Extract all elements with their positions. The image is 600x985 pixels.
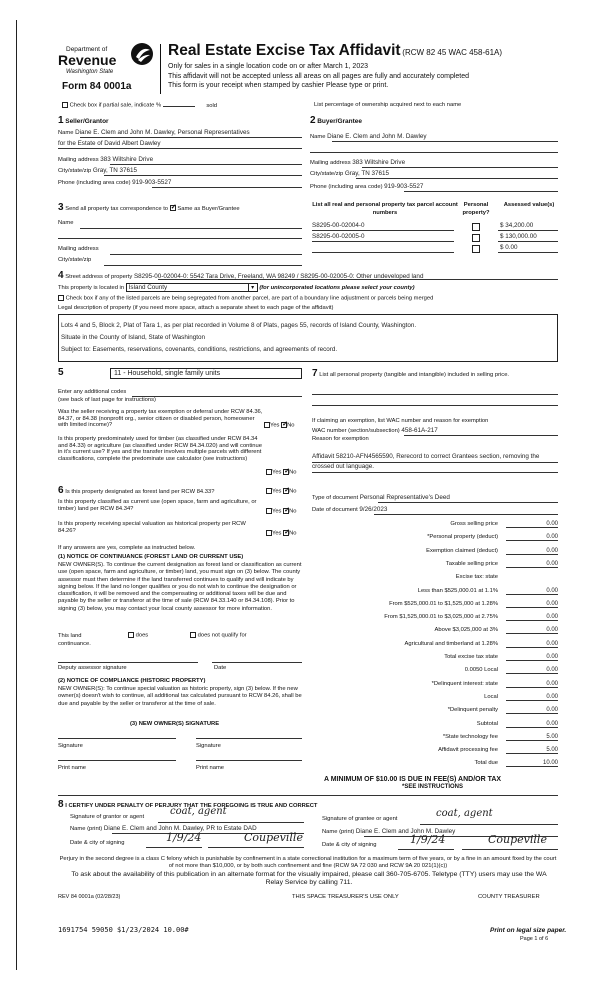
comp-text: NEW OWNER(S): To continue special valuation as historic property, sign (3) below. If the new owner(s) doesn't wish to continue, all additional tax calculated pursuant to RCW 84.26, shall be due and payable by the seller or transferor at the time of sale. bbox=[58, 686, 302, 707]
tax-calc-value[interactable]: 5.00 bbox=[506, 747, 558, 754]
sec6-q3: Is this property receiving special valuation as historical property per RCW 84.26? bbox=[58, 521, 246, 534]
seller-mailing-label: Mailing address bbox=[58, 157, 99, 163]
date-grantee-label: Date & city of signing bbox=[322, 842, 377, 848]
tax-calc-row bbox=[310, 721, 558, 731]
seller-phone[interactable]: 919-903-5527 bbox=[132, 179, 172, 186]
sec6-q2: Is this property classified as current use (open space, farm and agriculture, or timber) land per RCW 84.34? bbox=[58, 499, 257, 512]
tax-calc-value[interactable]: 0.00 bbox=[506, 561, 558, 568]
sec6-num: 6 bbox=[58, 485, 64, 496]
doc-type[interactable]: Personal Representative's Deed bbox=[359, 494, 450, 501]
tax-calc-row bbox=[310, 614, 558, 624]
dept-line2: Revenue bbox=[58, 52, 117, 68]
assessed-value[interactable]: $ 0.00 bbox=[500, 244, 518, 251]
tax-calc-row bbox=[310, 681, 558, 691]
sec6-q1: Is this property designated as forest land per RCW 84.33? bbox=[65, 489, 215, 495]
same-as-buyer-checkbox[interactable] bbox=[170, 205, 176, 211]
tax-calc-row bbox=[310, 694, 558, 704]
sec6-note: If any answers are yes, complete as instructed below. bbox=[58, 545, 196, 551]
sub3: This form is your receipt when stamped by cashier Please type or print. bbox=[168, 82, 389, 89]
perjury-notice: Perjury in the second degree is a class C felony which is punishable by confinement in a state correctional institution for a maximum term of five years, or by a fine in an amount fixed by the court of not more than $10,000, or by both such confinement and fine (RCW 9A 72 030 and RCW 9A 20 021(1)(c)) bbox=[59, 856, 557, 869]
seller-name-label: Name bbox=[58, 130, 74, 136]
tax-calc-value[interactable]: 0.00 bbox=[506, 601, 558, 608]
sec5-q2: Is this property predominately used for timber (as classified under RCW 84.34 and 84.33) or agriculture (as classified under RCW 84.34.020) and will continue in it's current use? If yes and the transfer involves multiple parcels with different classifications, complete the predominate use calculator (see instructions) bbox=[58, 436, 262, 462]
tax-calc-row bbox=[310, 747, 558, 757]
tax-calc-row bbox=[310, 561, 558, 571]
tax-calc-row bbox=[310, 641, 558, 651]
date-grantor-label: Date & city of signing bbox=[70, 840, 125, 846]
does-label: does bbox=[135, 632, 149, 639]
tax-calc-label: Exemption claimed (deduct) bbox=[426, 547, 498, 554]
sec6-q2-yes[interactable] bbox=[266, 508, 272, 514]
sec6-q1-yes[interactable] bbox=[266, 488, 272, 494]
city-grantee[interactable]: Coupeville bbox=[488, 833, 547, 846]
tax-calc-value[interactable]: 0.00 bbox=[506, 548, 558, 555]
sec3-same: Same as Buyer/Grantee bbox=[177, 206, 240, 212]
personal-property-checkbox[interactable] bbox=[472, 223, 480, 231]
county-treasurer: COUNTY TREASURER bbox=[478, 894, 540, 900]
tax-calc-row bbox=[310, 667, 558, 677]
tax-calc-label: Total due bbox=[474, 760, 498, 767]
cashier-stamp: 1691754 59050 $1/23/2024 10.00# bbox=[58, 926, 189, 934]
seller-mailing[interactable]: 383 Wiltshire Drive bbox=[100, 156, 154, 163]
parcel-col3: Assessed value(s) bbox=[503, 202, 555, 208]
land-use-value: 11 - Household, single family units bbox=[114, 370, 221, 377]
sec5-num: 5 bbox=[58, 367, 64, 378]
additional-codes: Enter any additional codes bbox=[58, 389, 127, 395]
sub2: This affidavit will not be accepted unless all areas on all pages are fully and accurately completed bbox=[168, 73, 470, 80]
no-label: No bbox=[289, 488, 297, 495]
revenue-swoosh-icon bbox=[130, 42, 154, 66]
tax-calc-value[interactable]: 0.00 bbox=[506, 721, 558, 728]
yes-label: Yes bbox=[272, 508, 282, 515]
tax-calc-row bbox=[310, 534, 558, 544]
buyer-mailing[interactable]: 383 Wiltshire Drive bbox=[352, 159, 406, 166]
tax-calc-label: *State technology fee bbox=[442, 733, 498, 740]
tax-calc-row bbox=[310, 627, 558, 637]
county-select[interactable] bbox=[126, 283, 258, 292]
this-land: This land bbox=[58, 633, 82, 639]
no-label: No bbox=[289, 508, 297, 515]
tax-calc-value[interactable]: 0.00 bbox=[506, 667, 558, 674]
tax-calc-value[interactable]: 0.00 bbox=[506, 534, 558, 541]
partial-sold: sold bbox=[206, 102, 218, 109]
dept-line1: Department of bbox=[66, 46, 108, 53]
buyer-heading-num: 2 bbox=[310, 115, 316, 126]
tax-calc-value[interactable]: 0.00 bbox=[506, 681, 558, 688]
tax-calc-label: *Delinquent interest: state bbox=[431, 680, 498, 687]
wac-label: WAC number (section/subsection) bbox=[312, 428, 400, 434]
tax-calc-label: Affidavit processing fee bbox=[438, 747, 498, 754]
owner-print-label: Print name bbox=[58, 765, 87, 771]
tax-calc-label: Less than $525,000.01 at 1.1% bbox=[417, 587, 498, 594]
street-address[interactable]: S8295-00-02004-0: 5542 Tara Drive, Freeland, WA 98249 / S8295-00-02005-0: Other undeveloped land bbox=[133, 273, 424, 280]
sec3-num: 3 bbox=[58, 202, 64, 213]
tax-calc-value[interactable]: 0.00 bbox=[506, 641, 558, 648]
tax-calc-label: Taxable selling price bbox=[445, 560, 498, 567]
claim-label: If claiming an exemption, list WAC number and reason for exemption bbox=[312, 418, 489, 424]
sig-grantor[interactable]: coat, agent bbox=[170, 806, 227, 817]
reason-text[interactable]: Affidavit 58210-AFN4565590, Rerecord to correct Grantees section, removing the crossed out language. bbox=[312, 453, 540, 470]
buyer-mailing-label: Mailing address bbox=[310, 160, 351, 166]
legal-label: Legal description of property (if you need more space, attach a separate sheet to each page of the affidavit) bbox=[58, 305, 334, 311]
sec5-q1: Was the seller receiving a property tax exemption or deferral under RCW 84.36, 84.37, or 84.38 (nonprofit org., senior citizen or disabled person, homeowner with limited income)? bbox=[58, 409, 263, 429]
tax-calc-label: *Delinquent penalty bbox=[447, 707, 498, 714]
parcel-col1: List all real and personal property tax parcel account numbers bbox=[312, 202, 458, 216]
tax-calc-value[interactable]: 0.00 bbox=[506, 654, 558, 661]
segregate-checkbox[interactable] bbox=[58, 295, 64, 301]
seller-heading-num: 1 bbox=[58, 115, 64, 126]
located-label: This property is located in bbox=[58, 285, 125, 292]
tax-calc-label: Above $3,025,000 at 3% bbox=[434, 627, 498, 634]
sig-grantee[interactable]: coat, agent bbox=[436, 808, 493, 819]
sec5-q2-no[interactable] bbox=[283, 469, 289, 475]
legal2: Situate in the County of Island, State of Washington bbox=[61, 334, 205, 341]
sec5-q1-no[interactable] bbox=[281, 422, 287, 428]
form-title-ref: (RCW 82 45 WAC 458-61A) bbox=[402, 48, 503, 57]
tax-calc-row bbox=[310, 760, 558, 770]
assessed-value[interactable]: $ 34,200.00 bbox=[500, 222, 534, 229]
seller-heading: Seller/Grantor bbox=[65, 118, 109, 125]
sec5-q2-yes[interactable] bbox=[266, 469, 272, 475]
cont-text: NEW OWNER(S). To continue the current designation as forest land or classification as current use (open space, farm and agriculture, or timber) land, you must sign on (3) below. The county assessor must then determine if the land transferred continues to qualify and will indicate by signing below. If the land no longer qualifies or you do not wish to continue the designation or classification, it will be removed and the compensating or additional taxes will be due and payable by the seller or transferor at the time of sale (RCW 84.33.140 or 84.34.108). Prior to signing (3) below, you may contact your local county assessor for more information. bbox=[58, 562, 302, 612]
page-number: Page 1 of 6 bbox=[520, 936, 549, 942]
does-not-checkbox[interactable] bbox=[190, 632, 196, 638]
yes-label: Yes bbox=[272, 469, 282, 476]
sec3-label: Send all property tax correspondence to bbox=[65, 206, 169, 212]
doc-type-label: Type of document bbox=[312, 495, 359, 501]
reason-label: Reason for exemption bbox=[312, 436, 369, 442]
owner-signature-label: Signature bbox=[58, 743, 83, 749]
parcel-col2: Personal property? bbox=[462, 202, 490, 216]
parcel-row bbox=[312, 233, 558, 243]
tax-calc-value[interactable]: 0.00 bbox=[506, 521, 558, 528]
tax-calc-row bbox=[310, 654, 558, 664]
dept-line3: Washington State bbox=[66, 69, 114, 75]
tax-calc-row bbox=[310, 548, 558, 558]
date-grantor[interactable]: 1/9/24 bbox=[166, 831, 202, 844]
certify: I CERTIFY UNDER PENALTY OF PERJURY THAT THE FOREGOING IS TRUE AND CORRECT bbox=[65, 803, 318, 809]
owner-print-label-2: Print name bbox=[196, 765, 225, 771]
date-grantee[interactable]: 1/9/24 bbox=[410, 833, 446, 846]
buyer-heading: Buyer/Grantee bbox=[317, 118, 363, 125]
tax-calc-value[interactable]: 0.00 bbox=[506, 614, 558, 621]
tax-calc-row bbox=[310, 707, 558, 717]
segregate-label: Check box if any of the listed parcels are being segregated from another parcel, are part of a boundary line adjustment or parcels being merged bbox=[65, 295, 434, 302]
seller-phone-label: Phone (including area code) bbox=[58, 180, 131, 186]
assessed-value[interactable]: $ 130,000.00 bbox=[500, 233, 537, 240]
tax-calc-value[interactable]: 5.00 bbox=[506, 734, 558, 741]
buyer-phone[interactable]: 919-903-5527 bbox=[384, 183, 424, 190]
form-title: Real Estate Excise Tax Affidavit bbox=[168, 42, 401, 59]
tax-calc-label: From $525,000.01 to $1,525,000 at 1.28% bbox=[389, 600, 498, 607]
see-instructions: *SEE INSTRUCTIONS bbox=[402, 784, 464, 790]
print-grantee[interactable]: Diane E. Clem and John M. Dawley bbox=[355, 828, 456, 835]
parcel-row bbox=[312, 244, 558, 254]
no-label: No bbox=[289, 469, 297, 476]
tax-calc-label: *Personal property (deduct) bbox=[427, 534, 498, 541]
personal-property-checkbox[interactable] bbox=[472, 245, 480, 253]
deputy-date-label: Date bbox=[214, 665, 227, 671]
sec6-q1-no[interactable] bbox=[283, 488, 289, 494]
rev-number: REV 84 0001a (02/28/23) bbox=[58, 894, 121, 900]
city-grantor[interactable]: Coupeville bbox=[244, 831, 303, 844]
legal3: Subject to: Easements, reservations, covenants, conditions, restrictions, and agreements of record. bbox=[61, 346, 338, 353]
no-label: No bbox=[289, 530, 297, 537]
tax-calc-value[interactable]: 0.00 bbox=[506, 694, 558, 701]
buyer-city[interactable]: Gray, TN 37615 bbox=[344, 170, 390, 177]
print-grantor[interactable]: Diane E. Clem and John M. Dawley, PR to Estate DAD bbox=[103, 825, 257, 832]
personal-property-checkbox[interactable] bbox=[472, 234, 480, 242]
minimum-notice: A MINIMUM OF $10.00 IS DUE IN FEE(S) AND/OR TAX bbox=[324, 776, 502, 783]
tax-calc-value[interactable]: 0.00 bbox=[506, 588, 558, 595]
seller-city[interactable]: Gray, TN 37615 bbox=[92, 167, 138, 174]
partial-sale-label: Check box if partial sale, indicate % bbox=[69, 102, 162, 109]
print-grantee-label: Name (print) bbox=[322, 829, 355, 835]
tax-calc-label: Subtotal bbox=[476, 720, 498, 727]
treasurer-only: THIS SPACE TREASURER'S USE ONLY bbox=[292, 894, 399, 900]
sub1: Only for sales in a single location code on or after March 1, 2023 bbox=[168, 63, 368, 70]
county-note: (for unincorporated locations please select your county) bbox=[259, 285, 415, 292]
sec7-num: 7 bbox=[312, 368, 318, 379]
buyer-city-label: City/state/zip bbox=[310, 171, 344, 177]
sec4-num: 4 bbox=[58, 270, 64, 281]
owner-signature-label-2: Signature bbox=[196, 743, 221, 749]
continuance: continuance. bbox=[58, 641, 91, 647]
doc-date[interactable]: 9/26/2023 bbox=[359, 506, 388, 513]
sec3-mailing-label: Mailing address bbox=[58, 246, 99, 252]
tax-calc-value[interactable]: 0.00 bbox=[506, 707, 558, 714]
land-use-select[interactable] bbox=[110, 368, 302, 379]
does-not-label: does not qualify for bbox=[197, 632, 247, 639]
yes-label: Yes bbox=[272, 530, 282, 537]
county-value: Island County bbox=[128, 284, 168, 291]
tax-calc-label: Agricultural and timberland at 1.28% bbox=[404, 640, 498, 647]
sig-grantee-label: Signature of grantee or agent bbox=[322, 816, 398, 822]
doc-date-label: Date of document bbox=[312, 507, 358, 513]
buyer-phone-label: Phone (including area code) bbox=[310, 184, 383, 190]
tax-calc-row bbox=[310, 734, 558, 744]
tax-calc-row bbox=[310, 601, 558, 611]
new-owner-heading: (3) NEW OWNER(S) SIGNATURE bbox=[130, 721, 220, 727]
tax-calc-row bbox=[310, 574, 558, 584]
tax-calc-label: 0.0050 Local bbox=[464, 667, 498, 674]
cont-heading: (1) NOTICE OF CONTINUANCE (FOREST LAND OR CURRENT USE) bbox=[58, 554, 244, 560]
tax-calc-value[interactable]: 10.00 bbox=[506, 760, 558, 767]
tax-calc-label: From $1,525,000.01 to $3,025,000 at 2.75% bbox=[384, 614, 498, 621]
legal-description-box[interactable] bbox=[58, 314, 558, 362]
legal-paper: Print on legal size paper. bbox=[490, 927, 567, 934]
ownership-note: List percentage of ownership acquired next to each name bbox=[314, 102, 462, 108]
tax-calc-label: Total excise tax state bbox=[444, 654, 498, 660]
print-grantor-label: Name (print) bbox=[70, 826, 103, 832]
sec3-city-label: City/state/zip bbox=[58, 257, 92, 263]
form-number: Form 84 0001a bbox=[62, 81, 132, 92]
alternate-format: To ask about the availability of this publication in an alternate format for the visually impaired, please call 360-705-6705. Teletype (TTY) users may use the WA Relay Service by calling 711. bbox=[71, 871, 547, 886]
sec7-label: List all personal property (tangible and intangible) included in selling price. bbox=[319, 372, 510, 378]
legal1: Lots 4 and 5, Block 2, Plat of Tara 1, as per plat recorded in Volume 8 of Plats, pages 55, records of Island County, Washington. bbox=[61, 322, 417, 329]
sec6-q3-no[interactable] bbox=[283, 530, 289, 536]
yes-label: Yes bbox=[270, 422, 280, 429]
seller-name2[interactable]: for the Estate of David Albert Dawley bbox=[58, 140, 161, 147]
sec6-q2-no[interactable] bbox=[283, 508, 289, 514]
chevron-down-icon: ▾ bbox=[248, 284, 257, 292]
street-label: Street address of property bbox=[65, 274, 133, 280]
does-checkbox[interactable] bbox=[128, 632, 134, 638]
comp-heading: (2) NOTICE OF COMPLIANCE (HISTORIC PROPERTY) bbox=[58, 678, 206, 684]
see-back: (see back of last page for instructions) bbox=[58, 397, 156, 403]
tax-calc-row bbox=[310, 521, 558, 531]
sec5-q1-yes[interactable] bbox=[264, 422, 270, 428]
yes-label: Yes bbox=[272, 488, 282, 495]
seller-name[interactable]: Diane E. Clem and John M. Dawley, Personal Representatives bbox=[75, 129, 250, 136]
tax-calc-label: Local bbox=[484, 693, 498, 700]
wac-number[interactable]: 458-61A-217 bbox=[401, 427, 438, 434]
deputy-label: Deputy assessor signature bbox=[58, 665, 127, 671]
buyer-name[interactable]: Diane E. Clem and John M. Dawley bbox=[327, 133, 427, 140]
partial-sale-checkbox[interactable] bbox=[62, 102, 68, 108]
no-label: No bbox=[287, 422, 295, 429]
tax-calc-row bbox=[310, 588, 558, 598]
tax-calc-label: Excise tax: state bbox=[455, 574, 498, 581]
buyer-name-label: Name bbox=[310, 134, 326, 140]
parcel-row bbox=[312, 222, 558, 232]
sec6-q3-yes[interactable] bbox=[266, 530, 272, 536]
parcel-number[interactable]: S8295-00-02005-0 bbox=[312, 233, 365, 240]
seller-city-label: City/state/zip bbox=[58, 168, 92, 174]
tax-calc-label: Gross selling price bbox=[450, 521, 498, 527]
sec8-num: 8 bbox=[58, 799, 64, 810]
tax-calc-value[interactable]: 0.00 bbox=[506, 627, 558, 634]
sec3-name-label: Name bbox=[58, 220, 74, 226]
parcel-number[interactable]: S8295-00-02004-0 bbox=[312, 222, 365, 229]
sig-grantor-label: Signature of grantor or agent bbox=[70, 814, 145, 820]
